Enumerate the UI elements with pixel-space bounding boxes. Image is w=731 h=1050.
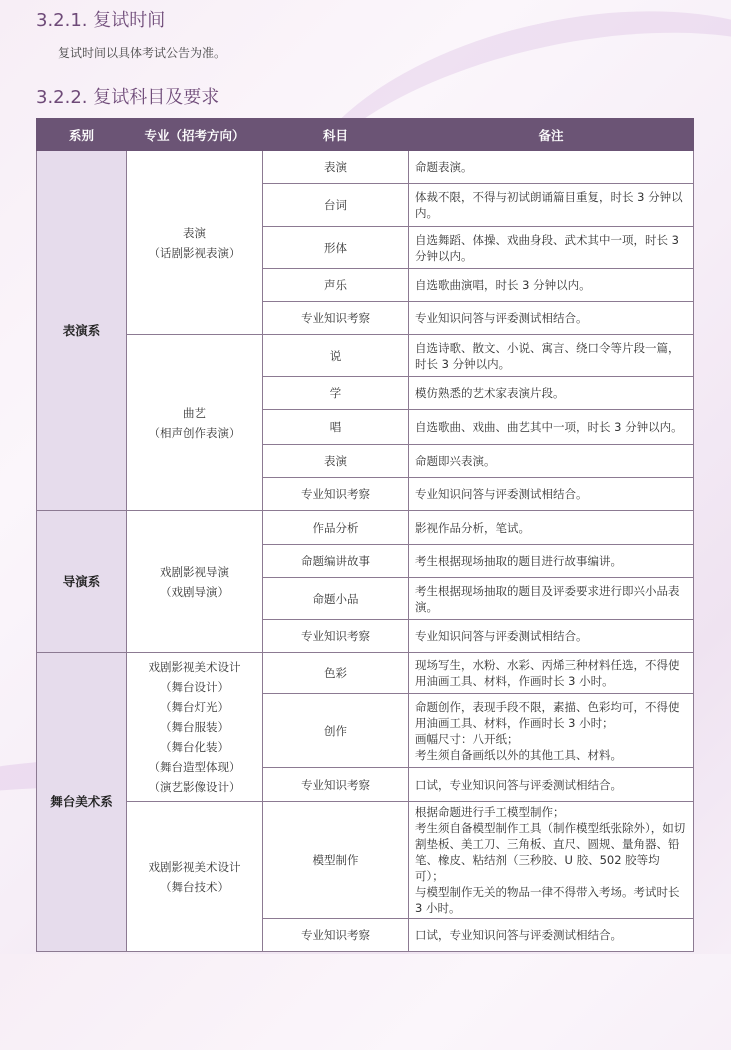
subject-cell: 模型制作 xyxy=(263,802,409,919)
dept-cell-stage-art: 舞台美术系 xyxy=(37,653,127,952)
subject-cell: 创作 xyxy=(263,694,409,768)
major-line: （相声创作表演） xyxy=(148,425,241,440)
note-cell xyxy=(409,694,694,768)
subject-cell: 表演 xyxy=(263,151,409,184)
major-line: 曲艺 xyxy=(183,405,206,420)
note-cell: 影视作品分析，笔试。 xyxy=(409,511,694,545)
major-cell-stage-tech xyxy=(127,802,263,952)
note-line: 根据命题进行手工模型制作； xyxy=(415,805,565,819)
note-cell: 考生根据现场抽取的题目进行故事编讲。 xyxy=(409,545,694,578)
subject-cell: 台词 xyxy=(263,184,409,227)
table-row xyxy=(37,802,694,919)
table-header-row xyxy=(37,119,694,151)
subject-cell: 专业知识考察 xyxy=(263,302,409,335)
subject-cell: 作品分析 xyxy=(263,511,409,545)
note-cell xyxy=(409,802,694,919)
table-row xyxy=(37,335,694,377)
note-cell: 考生根据现场抽取的题目及评委要求进行即兴小品表演。 xyxy=(409,578,694,620)
subject-cell: 命题编讲故事 xyxy=(263,545,409,578)
subject-cell: 形体 xyxy=(263,227,409,269)
major-line: 戏剧影视导演 xyxy=(160,564,229,579)
major-cell-acting xyxy=(127,151,263,335)
note-cell: 自选舞蹈、体操、戏曲身段、武术其中一项，时长 3 分钟以内。 xyxy=(409,227,694,269)
note-cell: 自选诗歌、散文、小说、寓言、绕口令等片段一篇，时长 3 分钟以内。 xyxy=(409,335,694,377)
retest-time-text: 复试时间以具体考试公告为准。 xyxy=(58,46,227,60)
dept-cell-directing: 导演系 xyxy=(37,511,127,653)
retest-subjects-table xyxy=(36,118,694,952)
subject-cell: 说 xyxy=(263,335,409,377)
note-cell: 自选歌曲、戏曲、曲艺其中一项，时长 3 分钟以内。 xyxy=(409,410,694,445)
note-cell: 口试，专业知识问答与评委测试相结合。 xyxy=(409,768,694,802)
header-dept: 系别 xyxy=(37,119,127,151)
note-line: 画幅尺寸：八开纸； xyxy=(415,731,519,746)
note-line: 考生须自备模型制作工具（制作模型纸张除外），如切割垫板、美工刀、三角板、直尺、圆规、量角器、铅笔、橡皮、粘结剂（三秒胶、U 胶、502 胶等均可）； xyxy=(415,821,686,883)
major-cell-quyi xyxy=(127,335,263,511)
major-line: （舞台化装） xyxy=(160,740,229,754)
note-line: 与模型制作无关的物品一律不得带入考场。考试时长 3 小时。 xyxy=(415,885,680,915)
subject-cell: 声乐 xyxy=(263,269,409,302)
major-line: （演艺影像设计） xyxy=(148,780,241,794)
note-cell: 专业知识问答与评委测试相结合。 xyxy=(409,478,694,511)
table-row xyxy=(37,511,694,545)
note-cell: 专业知识问答与评委测试相结合。 xyxy=(409,302,694,335)
subject-cell: 专业知识考察 xyxy=(263,620,409,653)
subject-cell: 专业知识考察 xyxy=(263,768,409,802)
note-line: 命题创作，表现手段不限，素描、色彩均可，不得使用油画工具、材料，作画时长 3 小时； xyxy=(415,699,680,730)
subject-cell: 表演 xyxy=(263,445,409,478)
major-line: 表演 xyxy=(183,225,206,240)
header-note: 备注 xyxy=(409,119,694,151)
major-line: （戏剧导演） xyxy=(160,584,229,599)
note-cell: 体裁不限，不得与初试朗诵篇目重复，时长 3 分钟以内。 xyxy=(409,184,694,227)
header-major: 专业（招考方向） xyxy=(127,119,263,151)
section-title-retest-subjects: 3.2.2. 复试科目及要求 xyxy=(36,87,220,108)
major-line: （舞台服装） xyxy=(160,720,229,734)
dept-cell-acting: 表演系 xyxy=(37,151,127,511)
table-row xyxy=(37,151,694,184)
major-line: 戏剧影视美术设计 xyxy=(148,660,241,674)
note-cell: 命题即兴表演。 xyxy=(409,445,694,478)
subject-cell: 专业知识考察 xyxy=(263,919,409,952)
subject-cell: 命题小品 xyxy=(263,578,409,620)
subject-cell: 学 xyxy=(263,377,409,410)
note-cell: 现场写生，水粉、水彩、丙烯三种材料任选，不得使用油画工具、材料，作画时长 3 小时。 xyxy=(409,653,694,694)
major-line: （舞台造型体现） xyxy=(148,760,241,774)
section-title-retest-time: 3.2.1. 复试时间 xyxy=(36,10,166,31)
note-cell: 命题表演。 xyxy=(409,151,694,184)
note-line: 考生须自备画纸以外的其他工具、材料。 xyxy=(415,747,622,762)
major-line: （舞台灯光） xyxy=(160,700,229,714)
major-cell-directing xyxy=(127,511,263,653)
major-line: 戏剧影视美术设计 xyxy=(148,859,241,874)
header-subject: 科目 xyxy=(263,119,409,151)
subject-cell: 色彩 xyxy=(263,653,409,694)
subject-cell: 唱 xyxy=(263,410,409,445)
note-cell: 模仿熟悉的艺术家表演片段。 xyxy=(409,377,694,410)
major-line: （舞台设计） xyxy=(160,680,229,694)
note-cell: 自选歌曲演唱，时长 3 分钟以内。 xyxy=(409,269,694,302)
subject-cell: 专业知识考察 xyxy=(263,478,409,511)
major-line: （舞台技术） xyxy=(160,879,229,894)
note-cell: 专业知识问答与评委测试相结合。 xyxy=(409,620,694,653)
note-cell: 口试，专业知识问答与评委测试相结合。 xyxy=(409,919,694,952)
table-row xyxy=(37,653,694,694)
major-line: （话剧影视表演） xyxy=(148,245,241,260)
major-cell-stage-design xyxy=(127,653,263,802)
